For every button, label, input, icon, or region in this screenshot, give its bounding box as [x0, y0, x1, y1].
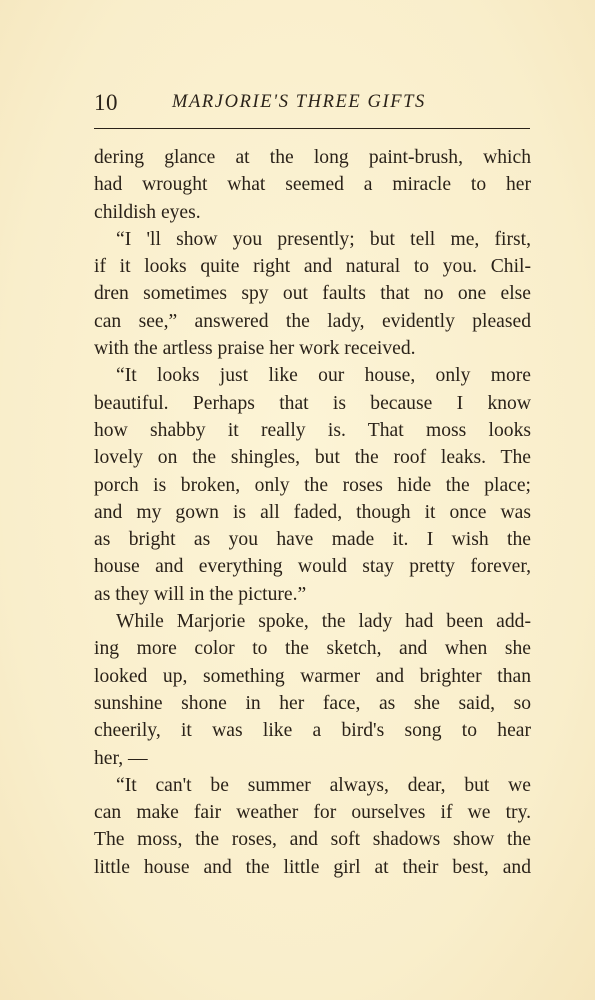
text-line: little house and the little girl at their best, and [94, 856, 531, 878]
body-text [94, 144, 531, 881]
text-line: as bright as you have made it. I wish the [94, 529, 531, 551]
text-line: as they will in the picture.” [94, 583, 307, 605]
text-line: The moss, the roses, and soft shadows show the [94, 829, 531, 851]
text-line: sunshine shone in her face, as she said, so [94, 692, 531, 714]
text-line: house and everything would stay pretty forever, [94, 556, 531, 578]
text-line: porch is broken, only the roses hide the place; [94, 474, 531, 496]
text-line: “It can't be summer always, dear, but we [116, 774, 531, 796]
text-line: can see,” answered the lady, evidently pleased [94, 310, 531, 332]
text-line: cheerily, it was like a bird's song to hear [94, 720, 531, 742]
running-title: MARJORIE'S THREE GIFTS [172, 92, 426, 112]
text-line: “I 'll show you presently; but tell me, first, [116, 228, 531, 250]
text-line: if it looks quite right and natural to you. Chil- [94, 256, 531, 278]
text-line: with the artless praise her work received. [94, 338, 416, 360]
text-line: lovely on the shingles, but the roof leaks. The [94, 447, 531, 469]
text-line: dering glance at the long paint-brush, which [94, 147, 531, 168]
header-rule [94, 128, 530, 129]
text-line: While Marjorie spoke, the lady had been add- [116, 611, 531, 633]
page-number: 10 [94, 90, 118, 115]
text-line: ing more color to the sketch, and when she [94, 638, 531, 660]
text-line: her, — [94, 747, 148, 769]
page-header [94, 88, 530, 118]
text-line: how shabby it really is. That moss looks [94, 419, 531, 441]
text-line: dren sometimes spy out faults that no one else [94, 283, 531, 305]
text-line: can make fair weather for ourselves if we try. [94, 802, 531, 824]
text-line: and my gown is all faded, though it once was [94, 501, 531, 523]
text-line: childish eyes. [94, 201, 201, 223]
text-line: “It looks just like our house, only more [116, 365, 531, 387]
text-line: had wrought what seemed a miracle to her [94, 174, 531, 196]
text-line: beautiful. Perhaps that is because I know [94, 392, 531, 414]
text-line: looked up, something warmer and brighter than [94, 665, 531, 687]
